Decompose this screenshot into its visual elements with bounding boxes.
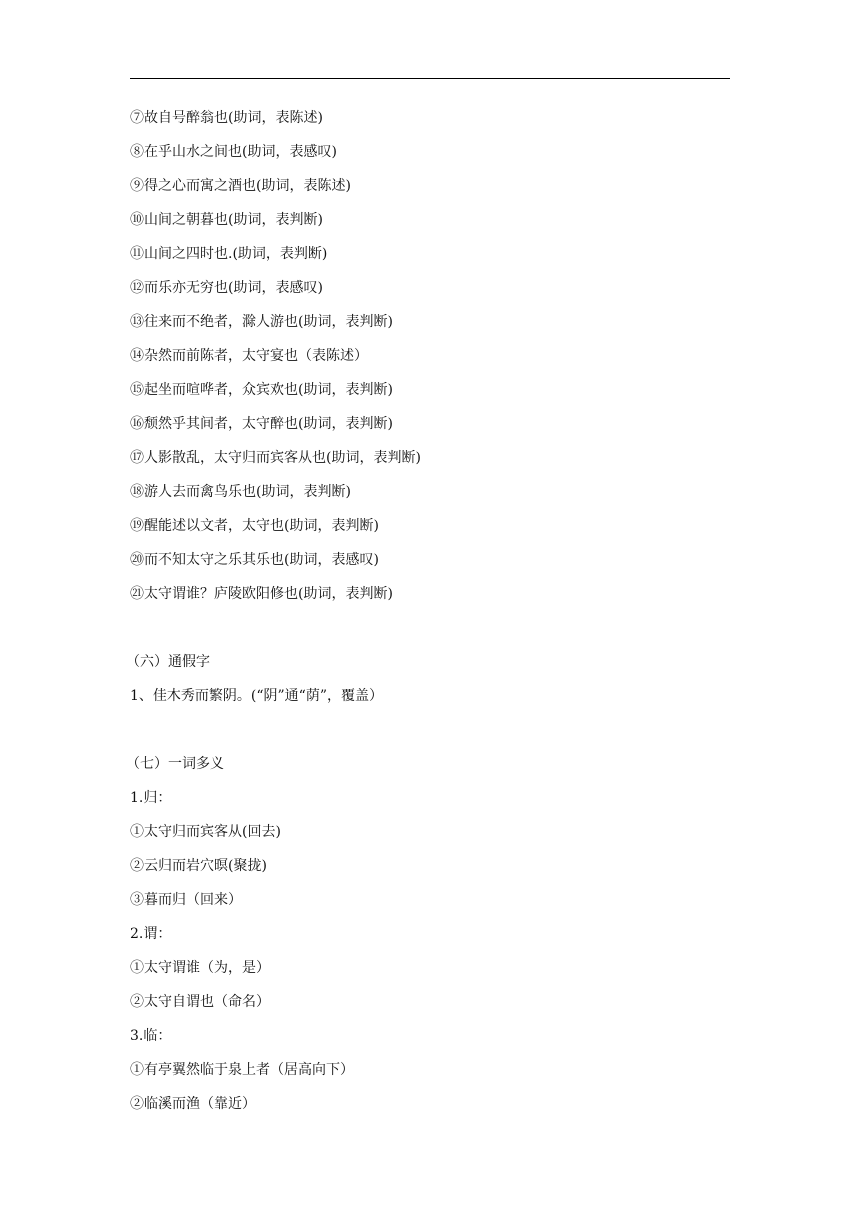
- list-item: ⑫而乐亦无穷也(助词，表感叹): [130, 280, 323, 296]
- list-item: ①太守归而宾客从(回去): [130, 824, 281, 840]
- list-item: ⑱游人去而禽鸟乐也(助词，表判断): [130, 484, 351, 500]
- header-rule: [130, 78, 730, 79]
- list-item: 1、佳木秀而繁阴。(“阴”通“荫”，覆盖）: [130, 688, 383, 704]
- list-item: ㉑太守谓谁？庐陵欧阳修也(助词，表判断): [130, 586, 393, 602]
- list-item: ②云归而岩穴暝(聚拢): [130, 858, 267, 874]
- list-item: ②临溪而渔（靠近）: [130, 1096, 256, 1112]
- duoyi-section: [126, 754, 730, 1114]
- list-item: ⑨得之心而寓之酒也(助词，表陈述): [130, 178, 351, 194]
- word-label-gui: 1.归：: [130, 790, 172, 806]
- list-item: ⑲醒能述以文者，太守也(助词，表判断): [130, 518, 379, 534]
- list-item: ⑰人影散乱，太守归而宾客从也(助词，表判断): [130, 450, 421, 466]
- list-item: ①太守谓谁（为，是）: [130, 960, 270, 976]
- document-body: [126, 108, 730, 1128]
- list-item: ⑧在乎山水之间也(助词，表感叹): [130, 144, 337, 160]
- list-item: ⑪山间之四时也.(助词，表判断): [130, 246, 328, 262]
- tongjia-section: [126, 652, 730, 706]
- list-item: ③暮而归（回来）: [130, 892, 242, 908]
- ye-usage-list: [130, 108, 730, 604]
- list-item: ⑭杂然而前陈者，太守宴也（表陈述）: [130, 348, 368, 364]
- word-label-lin: 3.临：: [130, 1028, 172, 1044]
- section-heading-tongjia: （六）通假字: [126, 654, 210, 670]
- list-item: ⑦故自号醉翁也(助词，表陈述): [130, 110, 323, 126]
- list-item: ②太守自谓也（命名）: [130, 994, 270, 1010]
- word-label-wei: 2.谓：: [130, 926, 172, 942]
- list-item: ⑳而不知太守之乐其乐也(助词，表感叹): [130, 552, 379, 568]
- list-item: ⑩山间之朝暮也(助词，表判断): [130, 212, 323, 228]
- list-item: ⑬往来而不绝者，滁人游也(助词，表判断): [130, 314, 393, 330]
- section-heading-duoyi: （七）一词多义: [126, 756, 224, 772]
- list-item: ⑯颓然乎其间者，太守醉也(助词，表判断): [130, 416, 393, 432]
- list-item: ①有亭翼然临于泉上者（居高向下）: [130, 1062, 354, 1078]
- section-spacer: [130, 618, 730, 652]
- list-item: ⑮起坐而喧哗者，众宾欢也(助词，表判断): [130, 382, 393, 398]
- section-spacer: [130, 720, 730, 754]
